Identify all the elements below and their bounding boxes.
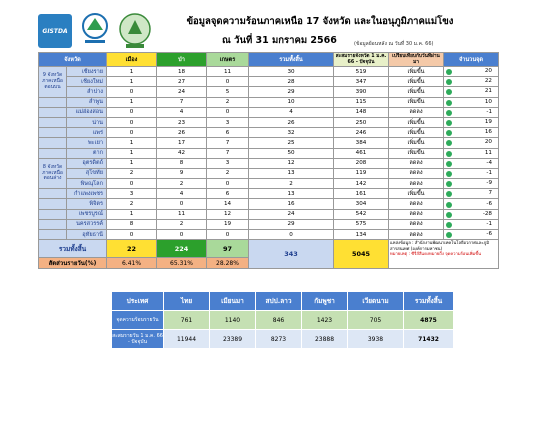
- urban-value: 2: [107, 199, 157, 209]
- total-value: 16: [249, 199, 334, 209]
- forest-value: 4: [157, 189, 207, 199]
- forest-value: 11: [157, 209, 207, 219]
- compare-value: เพิ่มขึ้น: [389, 87, 444, 97]
- table-row: [39, 97, 499, 107]
- agri-value: 6: [207, 128, 249, 138]
- compare-value: เพิ่มขึ้น: [389, 67, 444, 77]
- total-value: 4: [249, 107, 334, 117]
- province-name: แม่ฮ่องสอน: [67, 107, 107, 117]
- gistda-logo: GISTDA: [38, 14, 72, 48]
- summary-cell: 23888: [302, 330, 348, 349]
- compare-value: ลดลง: [389, 199, 444, 209]
- region-blank: [39, 117, 67, 127]
- compare-value: ลดลง: [389, 179, 444, 189]
- total-value: 0: [249, 230, 334, 240]
- col-urban: เมือง: [107, 53, 157, 67]
- count-value: -1: [486, 108, 492, 115]
- total-value: 50: [249, 148, 334, 158]
- cumulative-value: 161: [334, 189, 389, 199]
- status-dot-icon: [446, 120, 452, 126]
- forest-value: 18: [157, 67, 207, 77]
- table-row: [39, 87, 499, 97]
- summary-header-row: [112, 292, 454, 311]
- table-row: [39, 117, 499, 127]
- forest-value: 0: [157, 230, 207, 240]
- col-agri: เกษตร: [207, 53, 249, 67]
- summary-cumulative-row: [112, 330, 454, 349]
- urban-value: 2: [107, 168, 157, 178]
- province-name: อุทัยธานี: [67, 230, 107, 240]
- remark-box: [389, 240, 499, 269]
- count-value: -6: [486, 200, 492, 207]
- region-blank: [39, 107, 67, 117]
- compare-value: เพิ่มขึ้น: [389, 97, 444, 107]
- status-dot-icon: [446, 130, 452, 136]
- cumulative-value: 250: [334, 117, 389, 127]
- cumulative-value: 115: [334, 97, 389, 107]
- cumulative-value: 461: [334, 148, 389, 158]
- count-cell: [444, 107, 499, 117]
- count-cell: [444, 67, 499, 77]
- summary-cell: 11944: [164, 330, 210, 349]
- urban-value: 1: [107, 209, 157, 219]
- count-cell: [444, 148, 499, 158]
- urban-value: 1: [107, 138, 157, 148]
- count-cell: [444, 168, 499, 178]
- forest-value: 42: [157, 148, 207, 158]
- table-row: [39, 148, 499, 158]
- percent-forest: 65.31%: [157, 258, 207, 269]
- col-count: จำนวนจุด: [444, 53, 499, 67]
- count-value: -9: [486, 180, 492, 187]
- count-cell: [444, 230, 499, 240]
- hotspot-table: [38, 52, 499, 269]
- status-dot-icon: [446, 232, 452, 238]
- count-value: 21: [484, 88, 492, 95]
- cumulative-value: 119: [334, 168, 389, 178]
- urban-value: 0: [107, 87, 157, 97]
- count-value: 16: [484, 129, 492, 136]
- cumulative-value: 142: [334, 179, 389, 189]
- totals-forest: 224: [157, 240, 207, 258]
- urban-value: 1: [107, 158, 157, 168]
- col-province: จังหวัด: [39, 53, 107, 67]
- urban-value: 3: [107, 189, 157, 199]
- count-cell: [444, 199, 499, 209]
- data-note: (ข้อมูลย้อนหลัง ณ วันที่ 30 ม.ค. 66): [354, 41, 434, 47]
- province-name: เชียงใหม่: [67, 77, 107, 87]
- date-line: ณ วันที่ 31 มกราคม 2566: [222, 35, 337, 46]
- mekong-summary-table: [111, 291, 454, 349]
- compare-value: เพิ่มขึ้น: [389, 77, 444, 87]
- region-blank: [39, 148, 67, 158]
- province-name: พิจิตร: [67, 199, 107, 209]
- forest-value: 17: [157, 138, 207, 148]
- cumulative-value: 246: [334, 128, 389, 138]
- totals-label: รวมทั้งสิ้น: [39, 240, 107, 258]
- status-dot-icon: [446, 161, 452, 167]
- table-row: [39, 107, 499, 117]
- province-name: เพชรบูรณ์: [67, 209, 107, 219]
- compare-value: ลดลง: [389, 158, 444, 168]
- cumulative-value: 304: [334, 199, 389, 209]
- count-cell: [444, 77, 499, 87]
- summary-col-laos: สปป.ลาว: [256, 292, 302, 311]
- total-value: 25: [249, 138, 334, 148]
- table-row: [39, 219, 499, 229]
- agri-value: 2: [207, 97, 249, 107]
- count-cell: [444, 189, 499, 199]
- percent-agri: 28.28%: [207, 258, 249, 269]
- total-value: 12: [249, 158, 334, 168]
- region-label: 8 จังหวัด ภาคเหนือ ตอนล่าง: [39, 158, 67, 189]
- province-name: ลำพูน: [67, 97, 107, 107]
- agri-value: 5: [207, 87, 249, 97]
- totals-urban: 22: [107, 240, 157, 258]
- agri-value: 0: [207, 77, 249, 87]
- count-value: 11: [484, 149, 492, 156]
- page-title: ข้อมูลจุดความร้อนภาคเหนือ 17 จังหวัด และในอนุภูมิภาคแม่โขง: [186, 16, 454, 27]
- cumulative-value: 347: [334, 77, 389, 87]
- agri-value: 0: [207, 179, 249, 189]
- cumulative-value: 148: [334, 107, 389, 117]
- count-cell: [444, 97, 499, 107]
- dnp-logo: [79, 12, 111, 48]
- agri-value: 0: [207, 107, 249, 117]
- agri-value: 11: [207, 67, 249, 77]
- table-row: [39, 209, 499, 219]
- summary-cell: 761: [164, 311, 210, 330]
- percent-label: สัดส่วนรายวัน(%): [39, 258, 107, 269]
- province-name: สุโขทัย: [67, 168, 107, 178]
- urban-value: 0: [107, 128, 157, 138]
- summary-col-country: ประเทศ: [112, 292, 164, 311]
- forest-value: 27: [157, 77, 207, 87]
- totals-agri: 97: [207, 240, 249, 258]
- summary-cell: 846: [256, 311, 302, 330]
- summary-col-cambodia: กัมพูชา: [302, 292, 348, 311]
- totals-total: 343: [249, 240, 334, 269]
- table-row: [39, 138, 499, 148]
- cumulative-value: 384: [334, 138, 389, 148]
- count-value: -4: [486, 159, 492, 166]
- percent-urban: 6.41%: [107, 258, 157, 269]
- compare-value: ลดลง: [389, 219, 444, 229]
- count-cell: [444, 209, 499, 219]
- forest-value: 24: [157, 87, 207, 97]
- cumulative-value: 390: [334, 87, 389, 97]
- summary-cell: 23389: [210, 330, 256, 349]
- province-name: แพร่: [67, 128, 107, 138]
- count-cell: [444, 179, 499, 189]
- table-row: [39, 67, 499, 77]
- forest-value: 23: [157, 117, 207, 127]
- col-forest: ป่า: [157, 53, 207, 67]
- cumulative-value: 208: [334, 158, 389, 168]
- cumulative-value: 519: [334, 67, 389, 77]
- logo-group: [38, 12, 153, 52]
- status-dot-icon: [446, 222, 452, 228]
- agri-value: 14: [207, 199, 249, 209]
- agri-value: 2: [207, 168, 249, 178]
- region-blank: [39, 97, 67, 107]
- total-value: 24: [249, 209, 334, 219]
- agri-value: 3: [207, 158, 249, 168]
- table-row: [39, 179, 499, 189]
- table-row: [39, 199, 499, 209]
- total-value: 2: [249, 179, 334, 189]
- count-value: 10: [484, 98, 492, 105]
- total-value: 13: [249, 168, 334, 178]
- table-row: [39, 158, 499, 168]
- col-compare: เปรียบเทียบกับวันที่ผ่านมา: [389, 53, 444, 67]
- compare-value: เพิ่มขึ้น: [389, 117, 444, 127]
- urban-value: 0: [107, 117, 157, 127]
- urban-value: 1: [107, 97, 157, 107]
- forest-value: 8: [157, 158, 207, 168]
- remark-source: แหล่งข้อมูล : สำนักงานพัฒนาเทคโนโลยีอวกาศและภูมิสารสนเทศ (องค์การมหาชน): [390, 240, 489, 251]
- count-value: 20: [484, 139, 492, 146]
- compare-value: เพิ่มขึ้น: [389, 138, 444, 148]
- region-blank: [39, 199, 67, 209]
- forest-value: 7: [157, 97, 207, 107]
- status-dot-icon: [446, 171, 452, 177]
- cumulative-value: 575: [334, 219, 389, 229]
- status-dot-icon: [446, 110, 452, 116]
- total-value: 29: [249, 87, 334, 97]
- compare-value: เพิ่มขึ้น: [389, 128, 444, 138]
- count-value: 7: [488, 190, 492, 197]
- summary-col-thailand: ไทย: [164, 292, 210, 311]
- urban-value: 8: [107, 219, 157, 229]
- status-dot-icon: [446, 69, 452, 75]
- agri-value: 19: [207, 219, 249, 229]
- total-value: 10: [249, 97, 334, 107]
- forest-value: 9: [157, 168, 207, 178]
- summary-cell: 3938: [348, 330, 404, 349]
- agri-value: 7: [207, 148, 249, 158]
- summary-cell: 705: [348, 311, 404, 330]
- cumulative-value: 134: [334, 230, 389, 240]
- region-blank: [39, 189, 67, 199]
- totals-row: [39, 240, 499, 258]
- agri-value: 3: [207, 117, 249, 127]
- province-name: พะเยา: [67, 138, 107, 148]
- agri-value: 6: [207, 189, 249, 199]
- compare-value: เพิ่มขึ้น: [389, 148, 444, 158]
- region-blank: [39, 138, 67, 148]
- count-cell: [444, 117, 499, 127]
- status-dot-icon: [446, 202, 452, 208]
- summary-cell: 8273: [256, 330, 302, 349]
- agri-value: 0: [207, 230, 249, 240]
- status-dot-icon: [446, 140, 452, 146]
- count-cell: [444, 87, 499, 97]
- province-name: พิษณุโลก: [67, 179, 107, 189]
- total-value: 30: [249, 67, 334, 77]
- count-value: 22: [484, 78, 492, 85]
- status-dot-icon: [446, 100, 452, 106]
- summary-daily-row: [112, 311, 454, 330]
- remark-note: หมายเหตุ : ซีรี่ส์สีแดงหมายถึง จุดความร้อนเพิ่มขึ้น: [390, 251, 481, 257]
- region-blank: [39, 209, 67, 219]
- urban-value: 1: [107, 67, 157, 77]
- total-value: 26: [249, 117, 334, 127]
- province-name: เชียงราย: [67, 67, 107, 77]
- province-name: น่าน: [67, 117, 107, 127]
- count-cell: [444, 219, 499, 229]
- compare-value: ลดลง: [389, 107, 444, 117]
- total-value: 29: [249, 219, 334, 229]
- province-name: อุตรดิตถ์: [67, 158, 107, 168]
- urban-value: 0: [107, 107, 157, 117]
- urban-value: 0: [107, 230, 157, 240]
- forest-value: 2: [157, 179, 207, 189]
- count-cell: [444, 138, 499, 148]
- province-name: นครสวรรค์: [67, 219, 107, 229]
- status-dot-icon: [446, 212, 452, 218]
- status-dot-icon: [446, 181, 452, 187]
- total-value: 32: [249, 128, 334, 138]
- region-blank: [39, 230, 67, 240]
- status-dot-icon: [446, 151, 452, 157]
- forest-value: 0: [157, 199, 207, 209]
- summary-daily-label: จุดความร้อนรายวัน: [112, 311, 164, 330]
- status-dot-icon: [446, 79, 452, 85]
- count-value: -6: [486, 231, 492, 238]
- table-row: [39, 128, 499, 138]
- summary-cumulative-label: สะสมรายวัน 1 ม.ค. 66 - ปัจจุบัน: [112, 330, 164, 349]
- count-cell: [444, 128, 499, 138]
- compare-value: ลดลง: [389, 209, 444, 219]
- count-value: -1: [486, 220, 492, 227]
- table-row: [39, 189, 499, 199]
- count-value: -28: [482, 210, 492, 217]
- urban-value: 1: [107, 148, 157, 158]
- summary-cell: 1140: [210, 311, 256, 330]
- summary-col-myanmar: เมียนมา: [210, 292, 256, 311]
- status-dot-icon: [446, 89, 452, 95]
- forest-value: 4: [157, 107, 207, 117]
- summary-col-vietnam: เวียดนาม: [348, 292, 404, 311]
- count-cell: [444, 158, 499, 168]
- count-value: 19: [484, 119, 492, 126]
- forest-value: 26: [157, 128, 207, 138]
- col-total: รวมทั้งสิ้น: [249, 53, 334, 67]
- forest-value: 2: [157, 219, 207, 229]
- table-header-row: [39, 53, 499, 67]
- province-name: ลำปาง: [67, 87, 107, 97]
- total-value: 28: [249, 77, 334, 87]
- region-blank: [39, 128, 67, 138]
- region-blank: [39, 219, 67, 229]
- province-name: กำแพงเพชร: [67, 189, 107, 199]
- status-dot-icon: [446, 191, 452, 197]
- table-row: [39, 230, 499, 240]
- urban-value: 1: [107, 77, 157, 87]
- col-cumulative: สะสมรายจังหวัด 1 ม.ค. 66 - ปัจจุบัน: [334, 53, 389, 67]
- urban-value: 0: [107, 179, 157, 189]
- agri-value: 7: [207, 138, 249, 148]
- agri-value: 12: [207, 209, 249, 219]
- table-row: [39, 77, 499, 87]
- summary-cell-total: 4875: [404, 311, 454, 330]
- summary-cell: 1423: [302, 311, 348, 330]
- seal-logo: [118, 12, 152, 50]
- count-value: 20: [484, 68, 492, 75]
- cumulative-value: 542: [334, 209, 389, 219]
- summary-col-total: รวมทั้งสิ้น: [404, 292, 454, 311]
- compare-value: ลดลง: [389, 230, 444, 240]
- table-row: [39, 168, 499, 178]
- compare-value: ลดลง: [389, 168, 444, 178]
- region-label: 9 จังหวัด ภาคเหนือ ตอนบน: [39, 67, 67, 98]
- compare-value: เพิ่มขึ้น: [389, 189, 444, 199]
- total-value: 13: [249, 189, 334, 199]
- summary-cell-total: 71432: [404, 330, 454, 349]
- count-value: -1: [486, 169, 492, 176]
- province-name: ตาก: [67, 148, 107, 158]
- totals-cumulative: 5045: [334, 240, 389, 269]
